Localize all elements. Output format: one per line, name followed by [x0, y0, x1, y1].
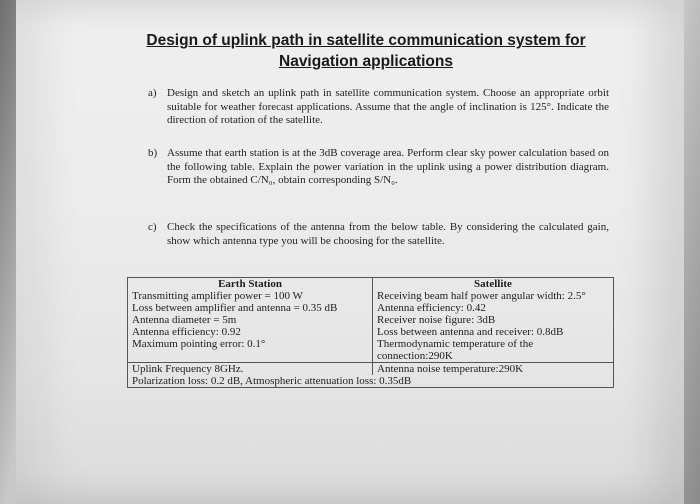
noise-figure-cell: Receiver noise figure: 3dB — [373, 314, 614, 326]
table-row — [128, 302, 614, 314]
uplink-frequency-cell: Uplink Frequency 8GHz. — [128, 363, 373, 376]
pointing-error-cell: Maximum pointing error: 0.1° — [128, 338, 373, 363]
table-row — [128, 290, 614, 302]
question-a-label: a) — [148, 87, 157, 99]
question-b-text: Assume that earth station is at the 3dB coverage area. Perform clear sky power calculation based on the following table. Explain the power variation in the uplink using a power distribution diagram. Form the obtained C/N₀, obtain corresponding S/N₀. — [167, 147, 609, 187]
sat-antenna-efficiency-cell: Antenna efficiency: 0.42 — [373, 302, 614, 314]
question-a-text: Design and sketch an uplink path in satellite communication system. Choose an appropriate orbit suitable for weather forecast applications. Assume that the angle of inclination is 125°. Indicate the direction of rotation of the satellite. — [167, 87, 609, 127]
amplifier-loss-cell: Loss between amplifier and antenna = 0.35 dB — [128, 302, 373, 314]
table-footer-row — [128, 375, 614, 388]
thermodynamic-temp-cell: Thermodynamic temperature of the connection:290K — [373, 338, 614, 363]
table-header-row — [128, 278, 614, 291]
table-row — [128, 314, 614, 326]
antenna-diameter-cell: Antenna diameter = 5m — [128, 314, 373, 326]
page-title-line-2: Navigation applications — [279, 53, 453, 70]
paper-sheet — [16, 0, 684, 504]
question-c-text: Check the specifications of the antenna from the below table. By considering the calculated gain, show which antenna type you will be choosing for the satellite. — [167, 221, 609, 247]
receiver-loss-cell: Loss between antenna and receiver: 0.8dB — [373, 326, 614, 338]
page-title-line-1: Design of uplink path in satellite communication system for — [146, 32, 586, 49]
losses-footer-cell: Polarization loss: 0.2 dB, Atmospheric attenuation loss: 0.35dB — [128, 375, 614, 388]
earth-station-header: Earth Station — [128, 278, 373, 291]
table-row — [128, 326, 614, 338]
beam-width-cell: Receiving beam half power angular width: 2.5° — [373, 290, 614, 302]
antenna-noise-temp-cell: Antenna noise temperature:290K — [373, 363, 614, 376]
transmit-power-cell: Transmitting amplifier power = 100 W — [128, 290, 373, 302]
specifications-table — [127, 277, 614, 388]
table-row — [128, 338, 614, 363]
table-row — [128, 363, 614, 376]
satellite-header: Satellite — [373, 278, 614, 291]
es-antenna-efficiency-cell: Antenna efficiency: 0.92 — [128, 326, 373, 338]
question-b-label: b) — [148, 147, 158, 159]
question-c-label: c) — [148, 221, 157, 233]
